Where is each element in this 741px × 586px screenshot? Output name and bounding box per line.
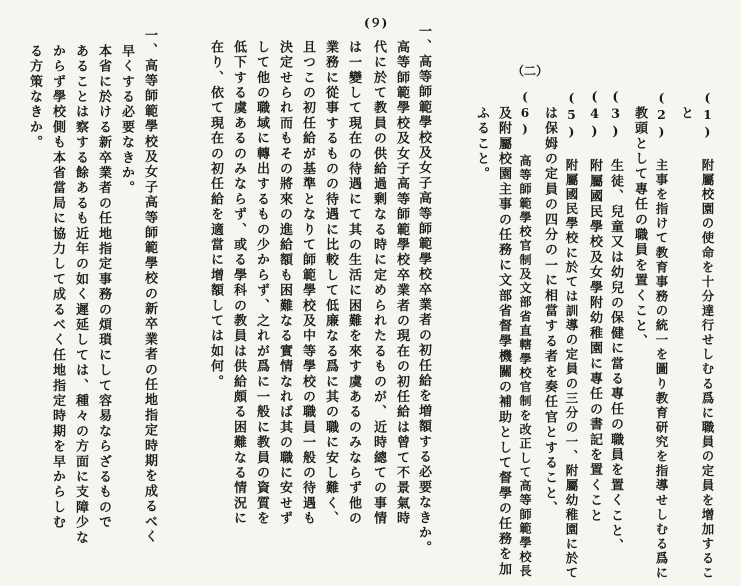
left-column-2: 高等師範學校及女子高等師範學校卒業者の現在の初任給は曾て不景氣時: [394, 40, 409, 527]
right-column-3: (2) 主事を指けて教育事務の統一を圖り教育研究を指導せしむる爲に: [654, 90, 669, 581]
right-column-6: (4) 附屬國民學校及女學附幼稚園に專任の書記を置くこと: [587, 90, 602, 524]
left-column-4: は一變して現在の待遇にて其の生活に困難を來す虞あるのみならず他の: [346, 40, 361, 527]
left-column-6: 且つこの初任給が基準となりて師範學校及中等學校の職員一般の待遇も: [300, 40, 315, 527]
left-column-7: 決定せられ而もその將來の進給額も困難なる實情なれば其の職に安せず: [277, 40, 292, 527]
page-number: (９): [364, 16, 388, 30]
left-column-5: 業務に從事するものの待遇に比較して低廉なる爲に其の職に安し難く、: [323, 40, 338, 527]
right-column-7: (5) 附屬國民學校に於ては訓導の定員の三分の一、附屬幼稚園に於て: [564, 90, 579, 581]
left-column-9: 低下する虞あるのみならず、或る學科の教員は供給頗る困難なる情況に: [231, 40, 246, 527]
right-column-8: は保姆の定員の四分の一に相當する者を奏任官とすること、: [542, 106, 557, 517]
right-column-1: (1) 附屬校園の使命を十分達行せしむる爲に職員の定員を增加するこ: [700, 90, 715, 581]
section-two-label: （二）: [512, 64, 549, 78]
left-column-12: 早くする必要なきか。: [119, 44, 134, 196]
right-column-9: (6) 高等師範學校官制及文部省直轄學校官制を改正して高等師範學校長: [518, 90, 532, 579]
right-column-4: 教頭として專任の職員を置くこと、: [632, 106, 647, 350]
left-column-3: 代に於て教員の供給過剰なる時に定められたるものが、近時總ての事情: [371, 40, 386, 527]
left-column-10: 在り、依て現在の初任給を適當に增額しては如何。: [208, 40, 223, 390]
left-column-13: 本省に於ける新卒業者の任地指定事務の煩瑣にして容易ならざるもので: [96, 44, 111, 531]
right-column-5: (3) 生徒、兒童又は幼兒の保健に當る專任の職員を置くこと、: [608, 90, 623, 554]
right-column-10: 及附屬校園主事の任務に文部省督學機關の補助として督學の任務を加: [496, 106, 511, 578]
left-column-14: あることは察する餘あるも近年の如く遲延しては、種々の方面に支障少な: [73, 44, 88, 546]
left-column-1: 一、高等師範學校及女子高等師範學校卒業者の初任給を増額する必要なきか。: [416, 24, 431, 556]
left-column-11: 一、高等師範學校及女子高等師範學校の新卒業者の任地指定時期を成るべく: [142, 28, 157, 545]
left-column-8: して他の職域に轉出するもの少からず、之れが爲に一般に教員の資質を: [254, 40, 269, 527]
left-column-15: からず學校側も本省當局に協力して成るべく任地指定時期を早からしむ: [50, 44, 65, 531]
right-column-11: ふること。: [474, 106, 489, 182]
left-column-16: る方策なきか。: [27, 44, 42, 151]
right-column-2: と: [678, 106, 693, 122]
